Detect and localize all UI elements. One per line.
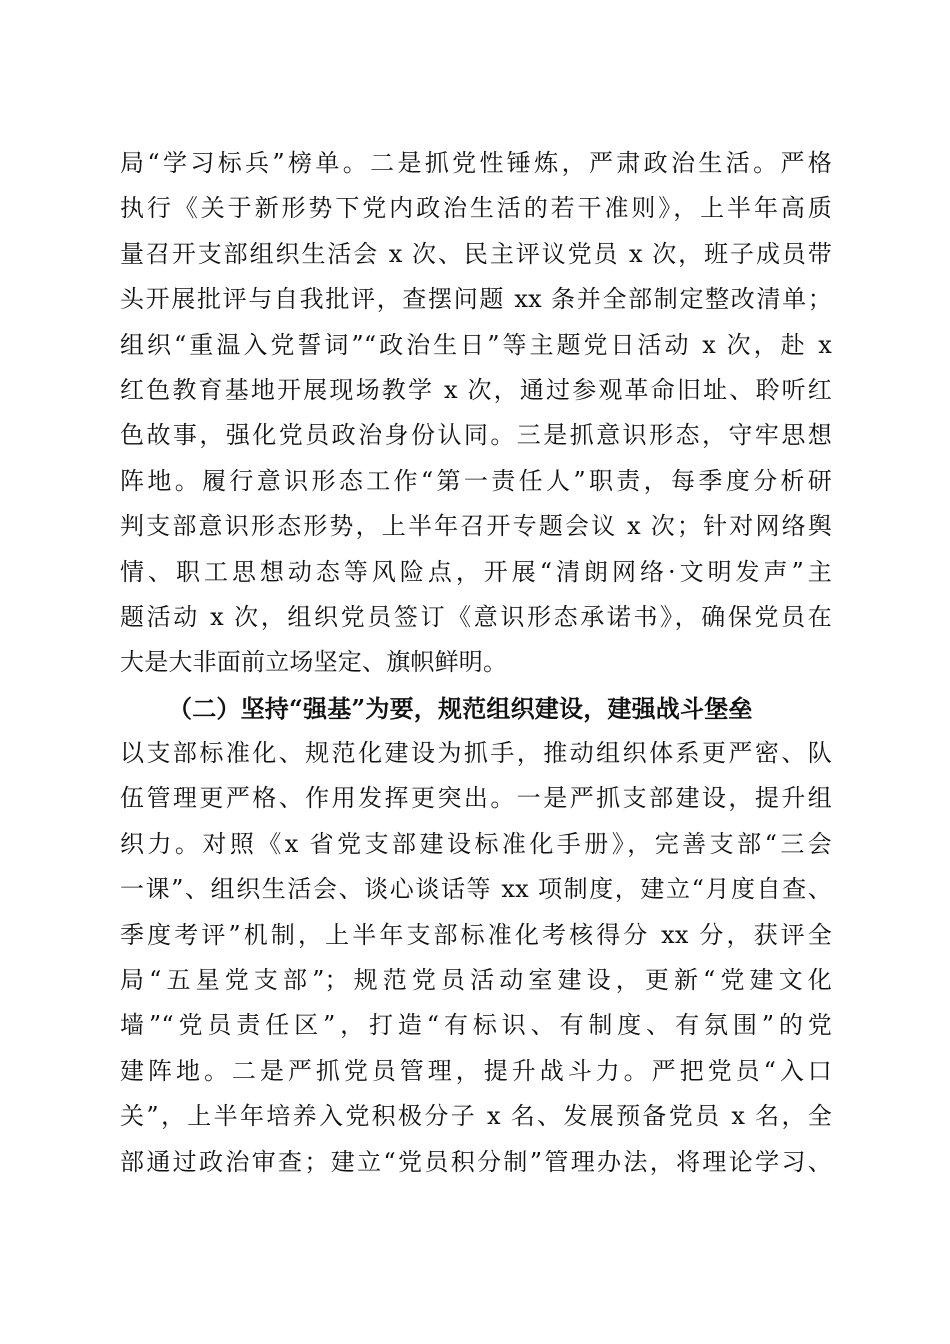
text-line: 关”，上半年培养入党积极分子 x 名、发展预备党员 x 名，全 <box>120 1102 832 1131</box>
text-line: 季度考评”机制，上半年支部标准化考核得分 xx 分，获评全 <box>120 920 832 949</box>
text-line: 伍管理更严格、作用发挥更突出。一是严抓支部建设，提升组 <box>120 784 832 813</box>
section-heading: （二）坚持“强基”为要，规范组织建设，建强战斗堡垒 <box>168 693 753 723</box>
text-line: 头开展批评与自我批评，查摆问题 xx 条并全部制定整改清单； <box>120 285 832 314</box>
text-line: 色故事，强化党员政治身份认同。三是抓意识形态，守牢思想 <box>120 421 832 450</box>
text-line: 织力。对照《x 省党支部建设标准化手册》，完善支部“三会 <box>120 829 832 858</box>
text-line: 情、职工思想动态等风险点，开展“清朗网络·文明发声”主 <box>120 557 832 586</box>
text-line: 墙”“党员责任区”，打造“有标识、有制度、有氛围”的党 <box>120 1011 832 1040</box>
text-line: 组织“重温入党誓词”“政治生日”等主题党日活动 x 次，赴 x <box>120 330 832 359</box>
text-line: 以支部标准化、规范化建设为抓手，推动组织体系更严密、队 <box>120 739 832 768</box>
text-line: 大是大非面前立场坚定、旗帜鲜明。 <box>120 648 508 677</box>
text-line: 题活动 x 次，组织党员签订《意识形态承诺书》，确保党员在 <box>120 602 832 631</box>
body-text <box>120 141 832 1185</box>
paragraph-2 <box>120 731 832 1185</box>
text-line: 一课”、组织生活会、谈心谈话等 xx 项制度，建立“月度自查、 <box>120 875 832 904</box>
text-line: 阵地。履行意识形态工作“第一责任人”职责，每季度分析研 <box>120 466 832 495</box>
text-line: 红色教育基地开展现场教学 x 次，通过参观革命旧址、聆听红 <box>120 375 832 404</box>
text-line: 建阵地。二是严抓党员管理，提升战斗力。严把党员“入口 <box>120 1056 832 1085</box>
text-line: 部通过政治审查；建立“党员积分制”管理办法，将理论学习、 <box>120 1147 832 1176</box>
text-line: 局“五星党支部”；规范党员活动室建设，更新“党建文化 <box>120 966 832 995</box>
text-line: 量召开支部组织生活会 x 次、民主评议党员 x 次，班子成员带 <box>120 239 832 268</box>
text-line: 执行《关于新形势下党内政治生活的若干准则》，上半年高质 <box>120 194 832 223</box>
text-line: 局“学习标兵”榜单。二是抓党性锤炼，严肃政治生活。严格 <box>120 149 832 177</box>
paragraph-1 <box>120 141 832 686</box>
text-line: 判支部意识形态形势，上半年召开专题会议 x 次；针对网络舆 <box>120 512 832 541</box>
